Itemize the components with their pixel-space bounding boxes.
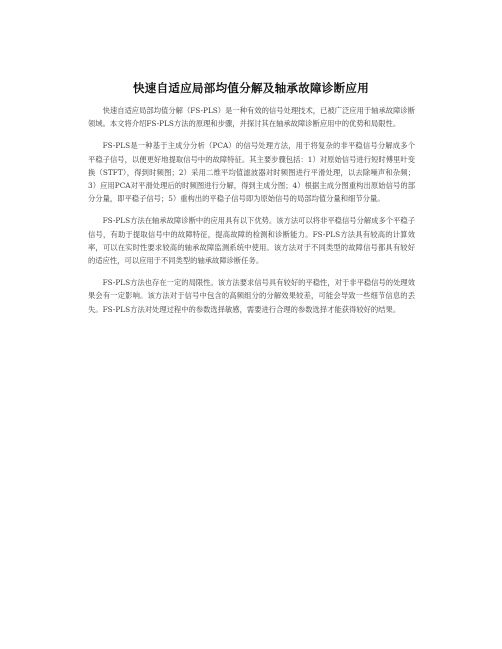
paragraph-limitations: FS-PLS方法也存在一定的局限性。该方法要求信号具有较好的平稳性，对于非平稳信号的处理效果会有一定影响。该方法对于信号中包含的高频组分的分解效果较差，可能会导致一些细节信息的丢失。FS-PLS方法对处理过程中的参数选择敏感，需要进行合理的参数选择才能获得较好的结果。 (88, 278, 415, 314)
document-body (88, 104, 415, 325)
paragraph-intro: 快速自适应局部均值分解（FS-PLS）是一种有效的信号处理技术，已被广泛应用于轴承故障诊断领域。本文将介绍FS-PLS方法的原理和步骤，并探讨其在轴承故障诊断应用中的优势和局限性。 (88, 106, 415, 129)
paragraph-method: FS-PLS是一种基于主成分分析（PCA）的信号处理方法，用于将复杂的非平稳信号分解成多个平稳子信号，以便更好地提取信号中的故障特征。其主要步骤包括：1）对原始信号进行短时傅里叶变换（STFT），得到时频图；2）采用二维平均值滤波器对时频图进行平滑处理，以去除噪声和杂频；3）应用PCA对平滑处理后的时频图进行分解，得到主成分图；4）根据主成分图重构出原始信号的部分分量，即平稳子信号；5）重构出的平稳子信号即为原始信号的局部均值分量和细节分量。 (88, 141, 415, 204)
document-title: 快速自适应局部均值分解及轴承故障诊断应用 (133, 81, 369, 95)
paragraph-advantages: FS-PLS方法在轴承故障诊断中的应用具有以下优势。该方法可以将非平稳信号分解成多个平稳子信号，有助于提取信号中的故障特征，提高故障的检测和诊断能力。FS-PLS方法具有较高的计算效率，可以在实时性要求较高的轴承故障监测系统中使用。该方法对于不同类型的故障信号都具有较好的适应性，可以应用于不同类型的轴承故障诊断任务。 (88, 216, 415, 266)
